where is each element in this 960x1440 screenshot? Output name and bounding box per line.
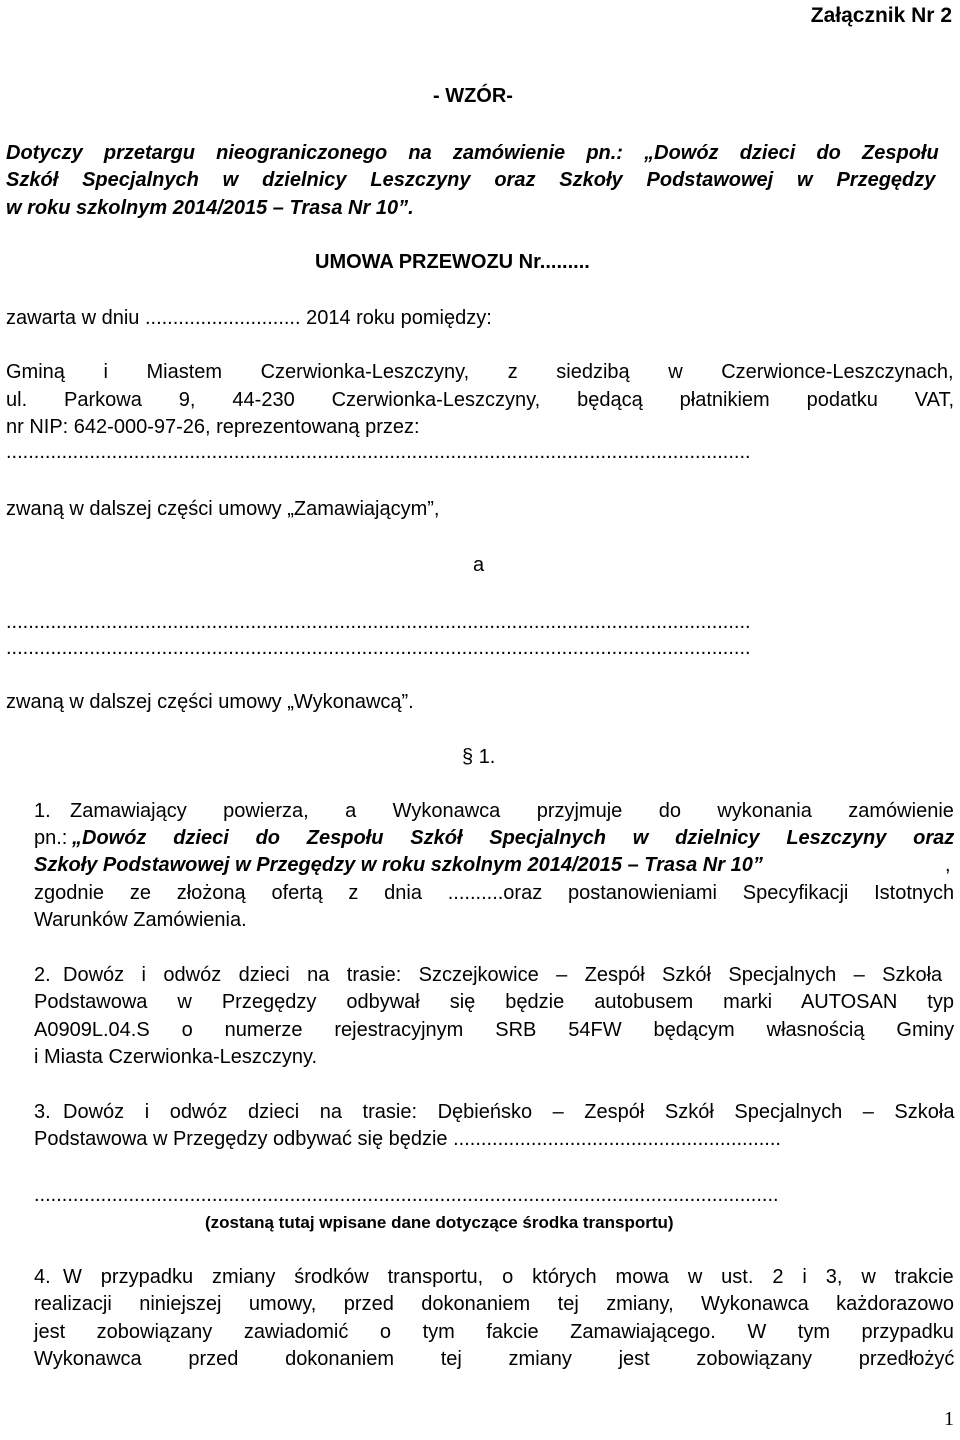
item-4-line-1: W przypadku zmiany środków transportu, o których mowa w ust. 2 i 3, w trakcie <box>63 1266 954 1288</box>
section-number: 1. <box>478 746 496 768</box>
conjunction-a: a <box>473 554 485 576</box>
attachment-label: Załącznik Nr 2 <box>810 4 952 27</box>
orderer-line-1: Gminą i Miastem Czerwionka-Leszczyny, z siedzibą w Czerwionce-Leszczynach, <box>6 361 954 383</box>
orderer-dots: ...................................................................................................................................... <box>6 441 751 463</box>
item-1-line-4: zgodnie ze złożoną ofertą z dnia ..........oraz postanowieniami Specyfikacji Istotnych <box>34 882 955 904</box>
item-4-line-3: jest zobowiązany zawiadomić o tym fakcie Zamawiającego. W tym przypadku <box>34 1321 954 1343</box>
subject-line-2: Szkół Specjalnych w dzielnicy Leszczyny oraz Szkoły Podstawowej w Przegędzy <box>6 169 936 191</box>
item-1-line-2: „Dowóz dzieci do Zespołu Szkół Specjalnych w dzielnicy Leszczyny oraz <box>72 827 955 849</box>
item-3-note: (zostaną tutaj wpisane dane dotyczące środka transportu) <box>205 1213 674 1232</box>
contract-date-line: zawarta w dniu ............................ 2014 roku pomiędzy: <box>6 307 492 329</box>
subject-line-3: w roku szkolnym 2014/2015 – Trasa Nr 10”. <box>6 197 414 219</box>
contract-title: UMOWA PRZEWOZU Nr......... <box>315 251 590 273</box>
orderer-role: zwaną w dalszej części umowy „Zamawiającym”, <box>6 498 440 520</box>
item-2-line-1: Dowóz i odwóz dzieci na trasie: Szczejkowice – Zespół Szkół Specjalnych – Szkoła <box>63 964 943 986</box>
item-4-number: 4. <box>34 1266 51 1288</box>
orderer-line-3: nr NIP: 642-000-97-26, reprezentowaną przez: <box>6 416 420 438</box>
item-2-line-2: Podstawowa w Przegędzy odbywał się będzie autobusem marki AUTOSAN typ <box>34 991 954 1013</box>
item-1-prefix: pn.: <box>34 827 68 849</box>
contractor-dots-1: ...................................................................................................................................... <box>6 611 751 633</box>
item-3-number: 3. <box>34 1101 51 1123</box>
item-1-line-1: Zamawiający powierza, a Wykonawca przyjmuje do wykonania zamówienie <box>70 800 954 822</box>
contractor-dots-2: ...................................................................................................................................... <box>6 637 751 659</box>
item-3-line-1: Dowóz i odwóz dzieci na trasie: Dębieńsko – Zespół Szkół Specjalnych – Szkoła <box>63 1101 955 1123</box>
item-1-line-3-end: , <box>945 854 951 876</box>
section-symbol: § <box>462 746 474 768</box>
item-2-line-3: A0909L.04.S o numerze rejestracyjnym SRB 54FW będącym własnością Gminy <box>34 1019 955 1041</box>
contractor-role: zwaną w dalszej części umowy „Wykonawcą”. <box>6 691 414 713</box>
item-3-line-3: ...................................................................................................................................... <box>34 1184 779 1206</box>
item-1-line-3: Szkoły Podstawowej w Przegędzy w roku szkolnym 2014/2015 – Trasa Nr 10” <box>34 854 763 876</box>
section-heading <box>462 745 495 769</box>
item-3-line-2: Podstawowa w Przegędzy odbywać się będzie ........................................................... <box>34 1128 781 1150</box>
subject-line-1: Dotyczy przetargu nieograniczonego na zamówienie pn.: „Dowóz dzieci do Zespołu <box>6 142 939 164</box>
page-number: 1 <box>944 1408 954 1430</box>
orderer-line-2: ul. Parkowa 9, 44-230 Czerwionka-Leszczyny, będącą płatnikiem podatku VAT, <box>6 389 955 411</box>
item-4-line-2: realizacji niniejszej umowy, przed dokonaniem tej zmiany, Wykonawca każdorazowo <box>34 1293 954 1315</box>
template-label: - WZÓR- <box>433 85 513 107</box>
item-2-number: 2. <box>34 964 51 986</box>
item-1-line-5: Warunków Zamówienia. <box>34 909 247 931</box>
item-2-line-4: i Miasta Czerwionka-Leszczyny. <box>34 1046 318 1068</box>
item-4-line-4: Wykonawca przed dokonaniem tej zmiany jest zobowiązany przedłożyć <box>34 1348 955 1370</box>
item-1-number: 1. <box>34 800 51 822</box>
